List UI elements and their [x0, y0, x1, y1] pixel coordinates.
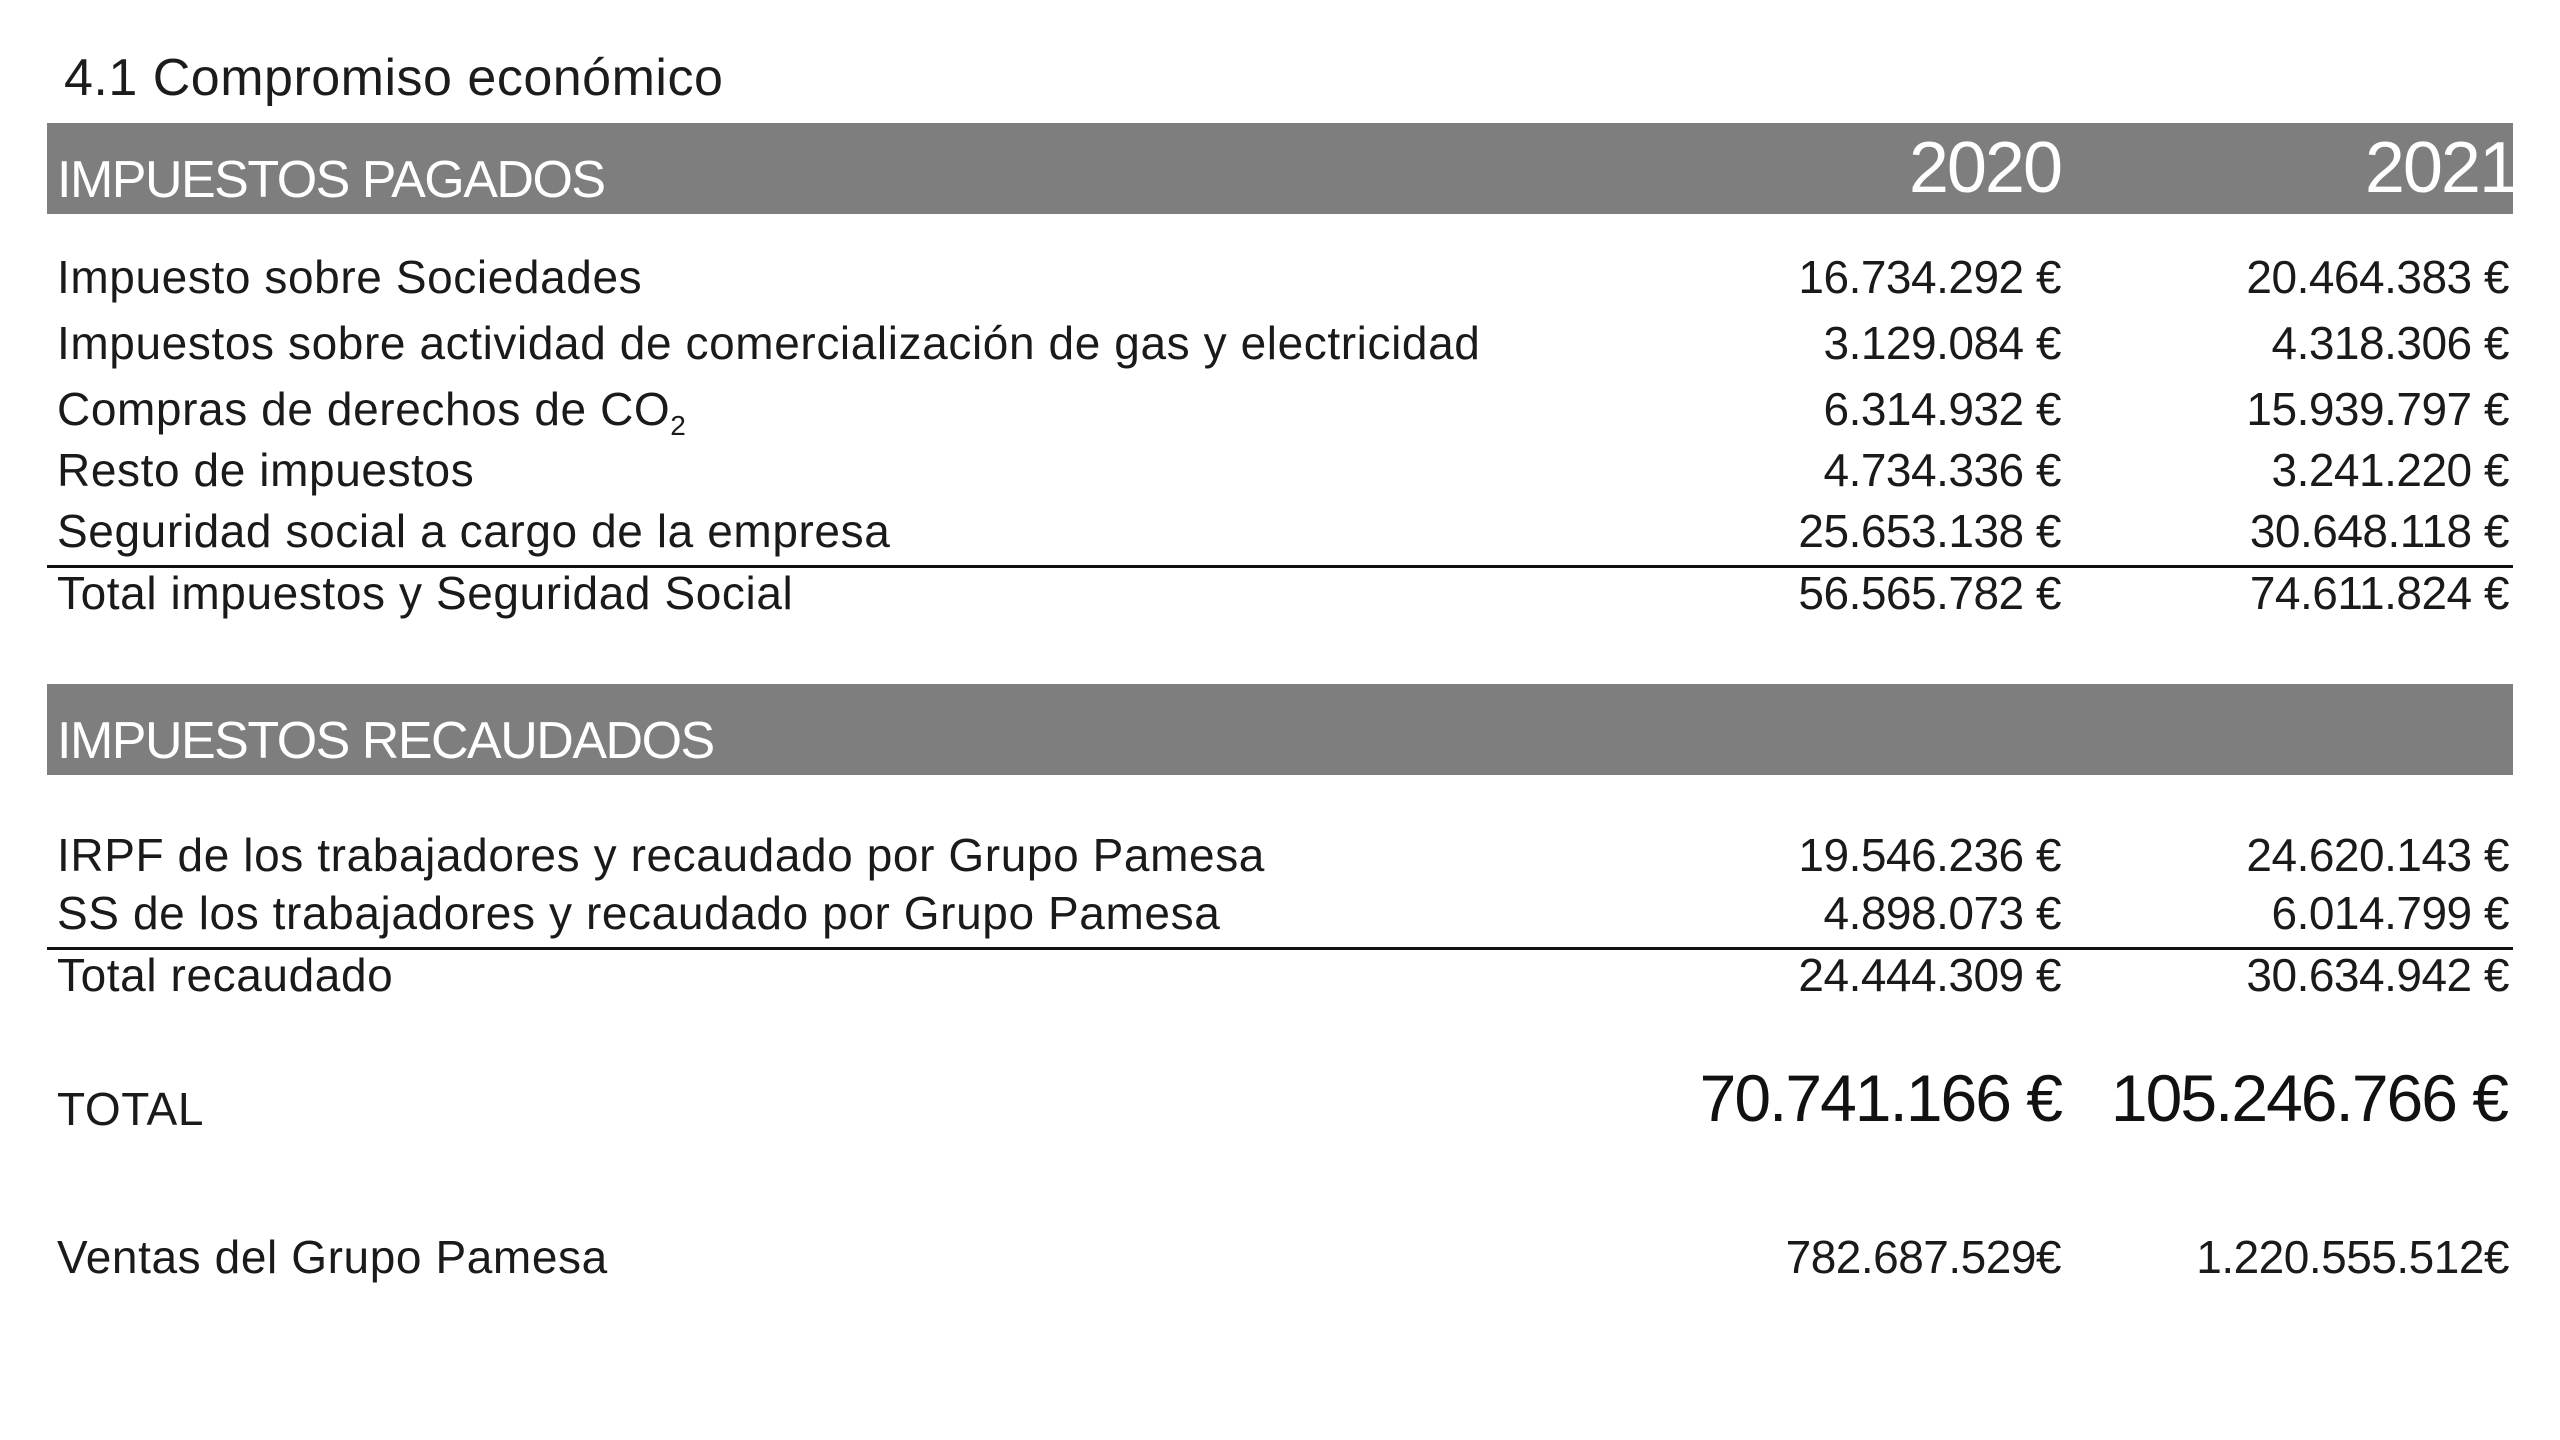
sales-label: Ventas del Grupo Pamesa: [57, 1231, 608, 1283]
value-2021: 3.241.220 €: [2271, 444, 2509, 496]
row-label: IRPF de los trabajadores y recaudado por Grupo Pamesa: [57, 829, 1265, 881]
subtotal-2021: 30.634.942 €: [2246, 949, 2509, 1001]
grand-total-2020: 70.741.166 €: [1699, 1061, 2061, 1135]
collected-taxes-header: [47, 684, 2513, 775]
collected-taxes-heading: IMPUESTOS RECAUDADOS: [57, 712, 714, 770]
value-2020: 16.734.292 €: [1798, 251, 2061, 303]
table-row: [47, 250, 2513, 310]
paid-taxes-header: [47, 123, 2517, 214]
row-label: Impuestos sobre actividad de comercialización de gas y electricidad: [57, 317, 1481, 369]
subtotal-row: [47, 566, 2513, 626]
sales-2020: 782.687.529€: [1785, 1231, 2061, 1283]
row-label-text: Compras de derechos de CO: [57, 383, 671, 435]
year-2020-header: 2020: [1908, 128, 2061, 208]
value-2021: 15.939.797 €: [2246, 383, 2509, 435]
table-row: [47, 886, 2513, 946]
section-title: 4.1 Compromiso económico: [64, 49, 724, 107]
value-2020: 25.653.138 €: [1798, 505, 2061, 557]
table-row: [47, 828, 2513, 888]
table-row: [47, 443, 2513, 503]
grand-total-row: [47, 1060, 2513, 1140]
paid-taxes-heading: IMPUESTOS PAGADOS: [57, 151, 605, 209]
subtotal-label: Total impuestos y Seguridad Social: [57, 567, 794, 619]
value-2020: 3.129.084 €: [1823, 317, 2061, 369]
value-2021: 30.648.118 €: [2249, 505, 2509, 557]
subtotal-2021: 74.611.824 €: [2249, 567, 2509, 619]
value-2020: 6.314.932 €: [1823, 383, 2061, 435]
value-2021: 20.464.383 €: [2246, 251, 2509, 303]
row-label: SS de los trabajadores y recaudado por Grupo Pamesa: [57, 887, 1221, 939]
row-label: Resto de impuestos: [57, 444, 475, 496]
value-2020: 19.546.236 €: [1798, 829, 2061, 881]
table-row: [47, 316, 2513, 376]
grand-total-2021: 105.246.766 €: [2110, 1061, 2507, 1135]
row-label: Impuesto sobre Sociedades: [57, 251, 643, 303]
sales-row: [47, 1230, 2513, 1290]
sales-2021: 1.220.555.512€: [2196, 1231, 2509, 1283]
value-2020: 4.734.336 €: [1823, 444, 2061, 496]
row-label: [57, 382, 687, 441]
table-row: [47, 504, 2513, 564]
row-label-subscript: 2: [670, 410, 687, 441]
subtotal-2020: 56.565.782 €: [1798, 567, 2061, 619]
grand-total-label: TOTAL: [57, 1083, 204, 1135]
value-2021: 24.620.143 €: [2246, 829, 2509, 881]
value-2021: 6.014.799 €: [2271, 887, 2509, 939]
subtotal-row: [47, 948, 2513, 1008]
subtotal-2020: 24.444.309 €: [1798, 949, 2061, 1001]
subtotal-label: Total recaudado: [57, 949, 394, 1001]
value-2021: 4.318.306 €: [2271, 317, 2509, 369]
value-2020: 4.898.073 €: [1823, 887, 2061, 939]
row-label: Seguridad social a cargo de la empresa: [57, 505, 891, 557]
table-row: [47, 382, 2513, 442]
year-2021-header: 2021: [2364, 128, 2517, 208]
